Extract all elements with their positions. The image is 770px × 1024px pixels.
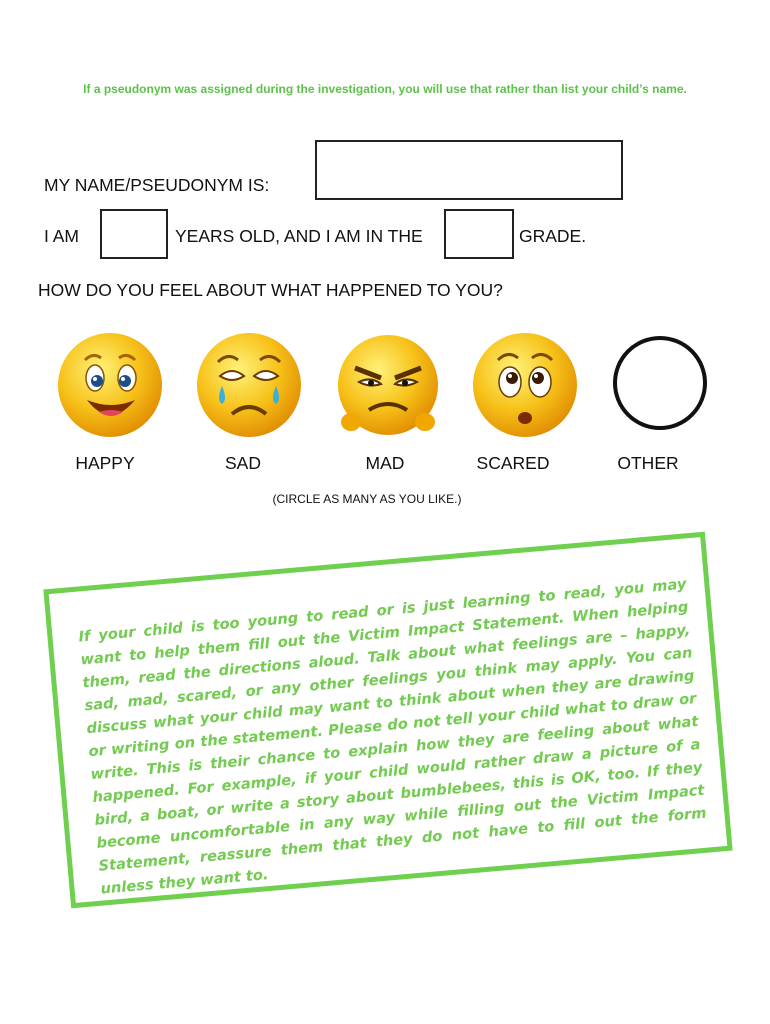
empty-circle-icon[interactable] (610, 333, 710, 433)
sad-label: SAD (225, 453, 261, 473)
feelings-question: HOW DO YOU FEEL ABOUT WHAT HAPPENED TO YOU? (38, 280, 503, 300)
mad-label: MAD (365, 453, 405, 473)
circle-instruction: (CIRCLE AS MANY AS YOU LIKE.) (272, 492, 462, 506)
name-label: MY NAME/PSEUDONYM IS: (44, 175, 270, 195)
parent-instructions-card (43, 532, 732, 909)
happy-label: HAPPY (75, 453, 135, 473)
parent-instructions-text: If your child is too young to read or is just learning to read, you may want to help them fill out the Victim Impact Statement. When helping them, read the directions aloud. Talk about what feelings are – happy, sad, mad, scared, or any other feelings you think may apply. You can discuss what your child may want to think about when they are drawing or writing on the statement. Please do not tell your child what to draw or write. This is their chance to explain how they are feeling about what happened. For example, if your child would rather draw a picture of a bird, a boat, or write a story about bumblebees, this is OK, too. If they become uncomfortable in any way while filling out the Victim Impact Statement, reassure them that they do not have to fill out the form unless they want to. (77, 575, 708, 898)
i-am-label: I AM (44, 226, 80, 246)
grade-field[interactable] (444, 209, 514, 259)
happy-face-icon[interactable] (55, 330, 165, 440)
sad-face-icon[interactable] (194, 330, 304, 440)
grade-label: GRADE. (519, 226, 587, 246)
scared-label: SCARED (476, 453, 550, 473)
years-old-label: YEARS OLD, AND I AM IN THE (175, 226, 423, 246)
name-field[interactable] (315, 140, 623, 200)
scared-face-icon[interactable] (470, 330, 580, 440)
other-label: OTHER (617, 453, 679, 473)
mad-face-icon[interactable] (333, 330, 443, 440)
age-field[interactable] (100, 209, 168, 259)
pseudonym-note: If a pseudonym was assigned during the investigation, you will use that rather than list your child’s name. (83, 82, 687, 96)
